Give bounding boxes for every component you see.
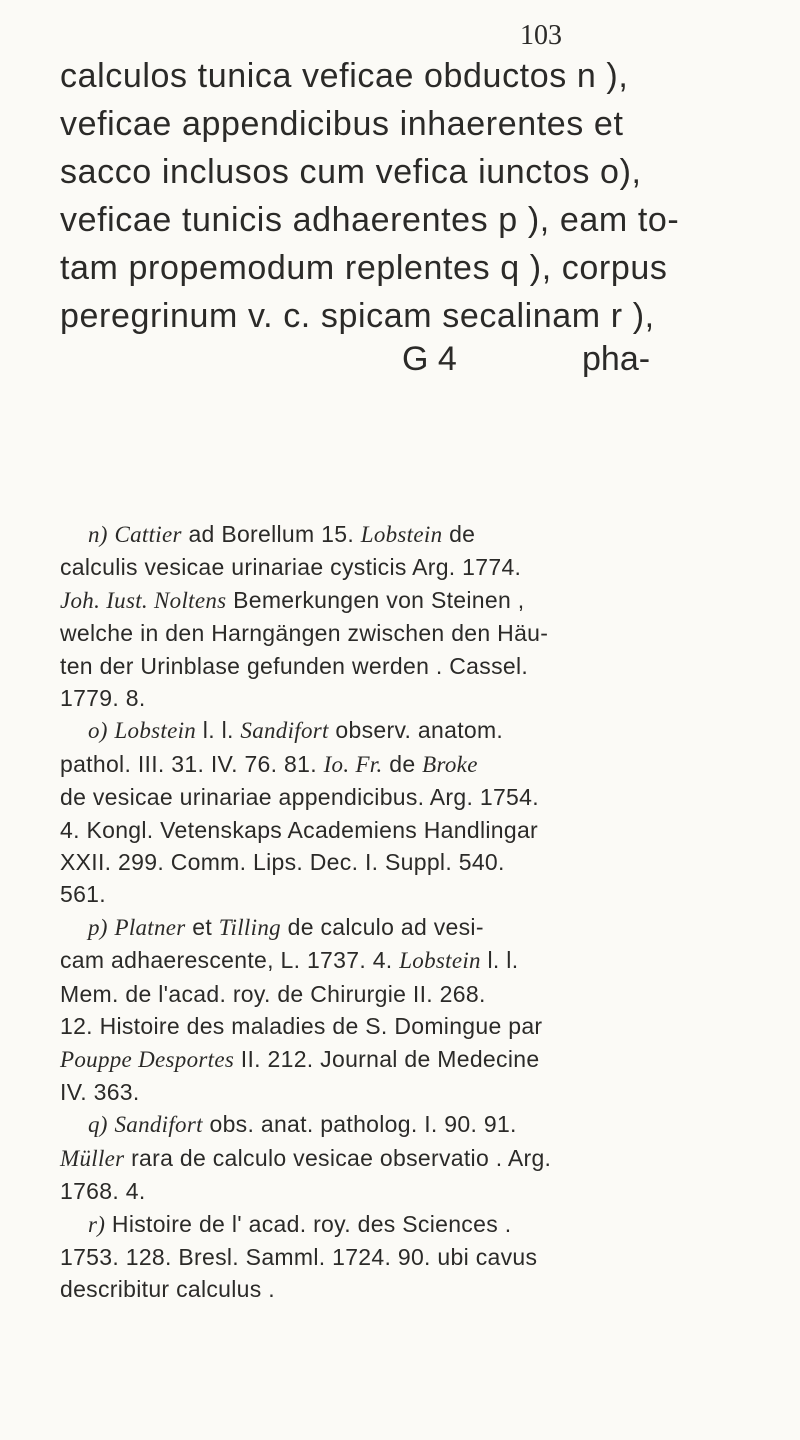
footnote-mark: p)	[88, 914, 108, 940]
author-name: Joh. Iust. Noltens	[60, 587, 227, 613]
note-text: obs. anat. patholog. I. 90. 91.	[202, 1111, 517, 1138]
footnote-mark: r)	[88, 1211, 106, 1237]
footnotes	[60, 518, 760, 1306]
main-line: sacco inclusos cum vefica iunctos o),	[60, 153, 642, 191]
footnote-r	[60, 1208, 760, 1241]
note-text: ten der Urinblase gefunden werden . Cassel.	[60, 652, 529, 679]
note-text: l. l.	[480, 947, 519, 974]
note-text: describitur calculus .	[60, 1276, 275, 1303]
main-line: veficae appendicibus inhaerentes et	[60, 105, 624, 143]
main-line: calculos tunica veficae obductos n ),	[60, 57, 629, 95]
author-name: Lobstein	[399, 948, 481, 974]
note-text: II. 212. Journal de Medecine	[234, 1045, 540, 1072]
author-name: Tilling	[218, 914, 281, 940]
note-text: de calculo ad vesi-	[280, 913, 484, 940]
note-text: 12. Histoire des maladies de S. Domingue par	[60, 1013, 543, 1040]
footnote-o	[60, 714, 760, 747]
main-line: tam propemodum replentes q ), corpus	[60, 249, 668, 287]
note-line	[60, 584, 760, 617]
note-text: welche in den Harngängen zwischen den Häu-	[60, 620, 549, 647]
note-line	[60, 1142, 760, 1175]
note-text: Mem. de l'acad. roy. de Chirurgie II. 268.	[60, 980, 486, 1007]
footnote-mark: o)	[88, 718, 108, 744]
main-line: peregrinum v. c. spicam secalinam r ),	[60, 297, 655, 335]
signature-mark: G 4	[402, 340, 457, 378]
author-name: Lobstein	[114, 718, 197, 744]
note-text: de	[382, 750, 423, 777]
main-text	[60, 52, 750, 340]
footnote-mark: q)	[88, 1112, 108, 1138]
note-text: de vesicae urinariae appendicibus. Arg. 1754.	[60, 784, 539, 811]
footnote-mark: n)	[88, 522, 108, 547]
main-line: veficae tunicis adhaerentes p ), eam to-	[60, 201, 680, 239]
note-text: l. l.	[196, 717, 241, 744]
author-name: Lobstein	[360, 522, 443, 547]
author-name: Müller	[60, 1145, 125, 1171]
note-text: 1753. 128. Bresl. Samml. 1724. 90. ubi cavus	[60, 1243, 538, 1270]
author-name: Io. Fr.	[323, 751, 383, 777]
author-name: Pouppe Desportes	[60, 1046, 235, 1072]
note-text: 561.	[60, 881, 106, 908]
author-name: Sandifort	[240, 718, 329, 744]
footnote-p	[60, 911, 760, 944]
note-text: IV. 363.	[60, 1078, 140, 1105]
page-number: 103	[520, 20, 562, 51]
note-text: observ. anatom.	[328, 717, 504, 744]
note-text: pathol. III. 31. IV. 76. 81.	[60, 750, 324, 777]
author-name: Sandifort	[114, 1112, 203, 1138]
note-text: de	[442, 521, 476, 547]
author-name: Cattier	[114, 522, 182, 547]
note-text: Histoire de l' acad. roy. des Sciences .	[105, 1210, 512, 1237]
note-text: et	[185, 913, 219, 940]
note-text: cam adhaerescente, L. 1737. 4.	[60, 947, 400, 974]
note-text: XXII. 299. Comm. Lips. Dec. I. Suppl. 540.	[60, 849, 505, 876]
note-text: ad Borellum 15.	[181, 521, 361, 547]
note-line	[60, 944, 760, 977]
note-text: 1779. 8.	[60, 685, 146, 712]
note-text: Bemerkungen von Steinen ,	[226, 586, 525, 613]
note-text: 4. Kongl. Vetenskaps Academiens Handlingar	[60, 816, 539, 843]
author-name: Broke	[422, 751, 478, 777]
note-text: 1768. 4.	[60, 1178, 146, 1205]
note-line	[60, 748, 760, 781]
note-text: calculis vesicae urinariae cysticis Arg. 1774.	[60, 554, 522, 581]
footnote-n	[60, 518, 760, 551]
catchword: pha-	[582, 340, 651, 378]
footnote-q	[60, 1108, 760, 1141]
note-text: rara de calculo vesicae observatio . Arg.	[124, 1144, 552, 1171]
author-name: Platner	[114, 914, 186, 940]
note-line	[60, 1043, 760, 1076]
